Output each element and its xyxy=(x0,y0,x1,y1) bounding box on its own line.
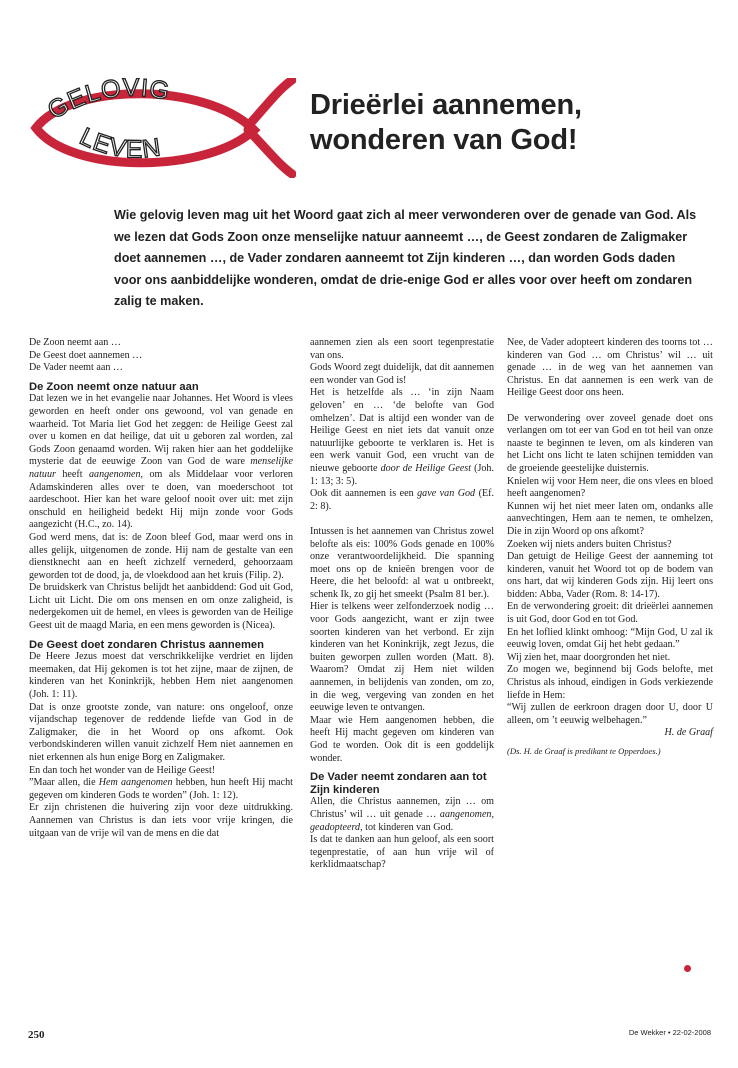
paragraph: Er zijn christenen die huivering zijn voor deze uitdrukking. Aannemen van Christus is dan iets voor vrije kringen, die uitgaan van de vrije wil van de mens en die dat xyxy=(29,802,293,839)
paragraph: Gods Woord zegt duidelijk, dat dit aannemen een wonder van God is! xyxy=(310,362,494,386)
paragraph: Dan getuigt de Heilige Geest der aanneming tot kinderen, vanuit het Woord tot op de bodem van ons hart, dat wij kinderen Gods zijn. Hij leert ons bidden: Abba, Vader (Rom. 8: 14-17). xyxy=(507,551,713,600)
paragraph: “Wij zullen de eerkroon dragen door U, door U alleen, om ’t eeuwig welbehagen.” xyxy=(507,702,713,726)
intro-line: Wie gelovig leven mag uit het Woord gaat zich al meer verwonderen over de genade van God. Als xyxy=(114,208,697,222)
paragraph: Allen, die Christus aannemen, zijn … om Christus’ wil … uit genade … aangenomen, geadopteerd, tot kinderen van God. xyxy=(310,796,494,833)
title-line: wonderen van God! xyxy=(310,124,578,156)
paragraph: Intussen is het aannemen van Christus zowel belofte als eis: 100% Gods genade en 100% onze verantwoordelijkheid. Die spanning moet ons op de knieën brengen voor de Heere, die het beloofd: al wat u ontbreekt, schenk Ik, zo gij het smeekt (Psalm 81 ber.). xyxy=(310,525,494,600)
end-mark-icon xyxy=(684,965,691,972)
paragraph: En de verwondering groeit: dit drieërlei aannemen is uit God, door God en tot God. xyxy=(507,601,713,626)
intro-line: we lezen dat Gods Zoon onze menselijke natuur aanneemt …, de Geest zondaren de Zaligmaker xyxy=(114,229,688,244)
paragraph: Is dat te danken aan hun geloof, als een soort tegenprestatie, of aan hun vrije wil of kerklidmaatschap? xyxy=(310,834,494,871)
paragraph: Wij zien het, maar doorgronden het niet. xyxy=(507,651,671,663)
paragraph: De bruidskerk van Christus belijdt het aanbiddend: God uit God, Licht uit Licht. Die om ons mensen en om onze zaligheid, is nedergekomen uit de hemel, en vlees is geworden van de Heilige Geest uit de maagd Maria, en een mens geworden is (Nicea). xyxy=(29,582,293,632)
paragraph: Dat lezen we in het evangelie naar Johannes. Het Woord is vlees geworden en heeft onder ons gewoond, vol van genade en waarheid. Tot Maria liet God het zeggen: de Heilige Geest zal over u komen en dat heilige, dat uit u geboren zal worden, zal Gods Zoon genaamd worden. Wij raken hier aan het goddelijke mysterie dat de eeuwige Zoon van God de ware menselijke natuur heeft aangenomen, om als Middelaar voor verloren Adamskinderen alles over te doen, van moederschoot tot aardeschoot. Hier kan het ware geloof nooit over uit: met zijn onschuld en heiligheid bedekt Hij mijn zonde voor Gods aangezicht (H.C., zo. 14). xyxy=(29,393,293,531)
paragraph: De Heere Jezus moest dat verschrikkelijke verdriet en lijden meemaken, dat Hij gekomen is tot het zijne, maar de zijnen, de kinderen van het Koninkrijk, hebben Hem niet aangenomen (Joh. 1: 11). xyxy=(29,651,293,701)
column-2 xyxy=(310,337,494,872)
publication-source: De Wekker • 22-02-2008 xyxy=(628,1028,711,1037)
opening-line: De Zoon neemt aan … xyxy=(29,337,121,348)
paragraph: En het loflied klinkt omhoog: “Mijn God, U zal ik eeuwig loven, omdat Gij het hebt gedaan.” xyxy=(507,626,713,651)
intro-line: doet aannemen …, de Vader zondaren aanneemt tot Zijn kinderen …, dan worden Gods daden xyxy=(114,251,676,266)
section-heading: De Vader neemt zondaren aan tot Zijn kinderen xyxy=(310,771,487,796)
paragraph: Knielen wij voor Hem neer, die ons vlees en bloed heeft aangenomen? xyxy=(507,475,713,500)
paragraph: Het is hetzelfde als … ‘in zijn Naam geloven’ en … ‘de belofte van God omhelzen’. Dat is altijd een wonder van de Heilige Geest en niet iets dat vanuit onze natuurlijke geboorte te verklaren is. Het is een werk vanuit God, een vrucht van de nieuwe geboorte door de Heilige Geest (Joh. 1: 13; 3: 5). xyxy=(310,387,494,487)
paragraph: Maar wie Hem aangenomen hebben, die heeft Hij macht gegeven om kinderen van God te worden. Ook dit is een goddelijk wonder. xyxy=(310,714,494,764)
column-1 xyxy=(29,337,293,840)
paragraph: God werd mens, dat is: de Zoon bleef God, maar werd ons in alles gelijk, uitgenomen de zonde. Hij nam de gestalte van een dienstknecht aan en heeft zichzelf vernederd, gehoorzaam geworden tot de dood, ja, de vloekdood aan het kruis (Filip. 2). xyxy=(29,531,293,581)
paragraph: Zo mogen we, beginnend bij Gods belofte, met Christus als inhoud, eindigen in Gods verkiezende liefde in Hem: xyxy=(507,664,713,701)
paragraph: Hier is telkens weer zelfonderzoek nodig … voor Gods aangezicht, want er zijn twee soorten kinderen van het verbond. Er zijn kinderen van het Koninkrijk, zegt Jezus, die buiten geworpen zullen worden (Matt. 8). Waarom? Omdat zij Hem niet wilden aannemen, in belijdenis van zonden, om zo, in die weg, vergeving van zonden en het eeuwige leven te ontvangen. xyxy=(310,601,494,714)
opening-line: De Vader neemt aan … xyxy=(29,362,123,374)
paragraph: En dan toch het wonder van de Heilige Geest! xyxy=(29,764,216,776)
author-signature: H. de Graaf xyxy=(664,727,713,739)
gelovig-leven-logo xyxy=(26,78,296,178)
intro-line: voor ons aanbiddelijke wonderen, omdat de drie-enige God er alles voor over heeft om zondaren xyxy=(114,272,693,287)
paragraph: Nee, de Vader adopteert kinderen des toorns tot … kinderen van God … om Christus’ wil … uit genade … in de weg van het aannemen van Christus. En dat aannemen is een werk van de Heilige Geest door ons heen. xyxy=(507,337,713,399)
logo-text-leven: LEVEN xyxy=(75,122,164,164)
paragraph: Dat is onze grootste zonde, van nature: ons ongeloof, onze vijandschap tegenover de reddende liefde van God in de Zaligmaker, die in het Woord op ons afkomt. Ook verbondskinderen willen vanuit zichzelf Hem niet aannemen en niet erkennen als hun enige Borg en Zaligmaker. xyxy=(29,701,293,763)
paragraph: aannemen zien als een soort tegenprestatie van ons. xyxy=(310,337,494,361)
paragraph: Zoeken wij niets anders buiten Christus? xyxy=(507,538,672,550)
article-title xyxy=(310,88,730,158)
opening-line: De Geest doet aannemen … xyxy=(29,349,143,361)
intro-line: zalig te maken. xyxy=(114,294,204,309)
paragraph: De verwondering over zoveel genade doet ons verlangen om tot eer van God en tot heil van onze naaste te beginnen te leven, om als kinderen van het Licht ons licht te laten schijnen temidden van de groeiende geestelijke duisternis. xyxy=(507,412,713,474)
section-heading: De Zoon neemt onze natuur aan xyxy=(29,380,199,393)
article-intro xyxy=(114,205,710,313)
logo-text-gelovig: GELOVIG xyxy=(43,78,173,125)
paragraph: Kunnen wij het niet meer laten om, ondanks alle aanvechtingen, Hem aan te nemen, te omhelzen, Die in zijn Woord op ons afkomt? xyxy=(507,500,713,537)
column-3 xyxy=(507,337,713,758)
author-note: (Ds. H. de Graaf is predikant te Opperdoes.) xyxy=(507,746,661,756)
page-number: 250 xyxy=(28,1029,45,1041)
paragraph: ”Maar allen, die Hem aangenomen hebben, hun heeft Hij macht gegeven om kinderen Gods te worden” (Joh. 1: 12). xyxy=(29,777,293,801)
paragraph: Ook dit aannemen is een gave van God (Ef. 2: 8). xyxy=(310,488,495,512)
section-heading: De Geest doet zondaren Christus aannemen xyxy=(29,638,264,651)
svg-text:GELOVIG xyxy=(43,78,172,125)
title-line: Drieërlei aannemen, xyxy=(310,89,582,121)
